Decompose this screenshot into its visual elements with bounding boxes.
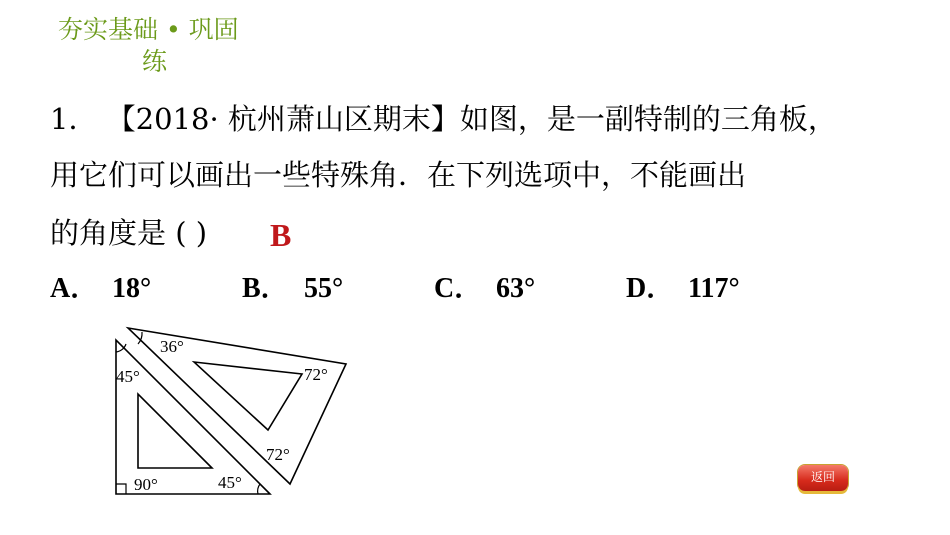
angle-arc-45 (258, 484, 260, 494)
angle-label-45-bottom: 45° (218, 473, 242, 492)
angle-label-90: 90° (134, 475, 158, 494)
option-b-letter: B． (242, 273, 289, 304)
angle-label-72-bottom: 72° (266, 445, 290, 464)
option-c-value: 63° (496, 273, 536, 304)
section-title-line2: 练 (142, 47, 168, 76)
question-line-3: 的角度是 ( ) (50, 216, 208, 250)
option-a-letter: A． (50, 273, 99, 304)
option-a[interactable] (50, 271, 151, 307)
angle-label-72-top: 72° (304, 365, 328, 384)
section-title (58, 14, 258, 78)
set-square-45-inner (138, 394, 212, 468)
answer-text: B (270, 217, 292, 253)
question-line-1: 1． 【2018· 杭州萧山区期末】如图，是一副特制的三角板， (50, 102, 837, 136)
option-c[interactable] (434, 271, 535, 307)
back-button[interactable] (798, 465, 848, 491)
option-d-letter: D． (626, 273, 675, 304)
section-title-line1: 夯实基础 • 巩固 (58, 15, 239, 44)
angle-label-36: 36° (160, 337, 184, 356)
right-angle-mark (116, 484, 126, 494)
option-a-value: 18° (112, 273, 152, 304)
option-d[interactable] (626, 271, 740, 307)
triangle-rulers-figure (108, 322, 358, 502)
option-b-value: 55° (304, 273, 344, 304)
back-button-label: 返回 (810, 470, 835, 484)
option-d-value: 117° (688, 273, 740, 304)
angle-label-45-top: 45° (116, 367, 140, 386)
option-c-letter: C． (434, 273, 483, 304)
question-line-2: 用它们可以画出一些特殊角．在下列选项中，不能画出 (50, 158, 747, 192)
option-b[interactable] (242, 271, 343, 307)
